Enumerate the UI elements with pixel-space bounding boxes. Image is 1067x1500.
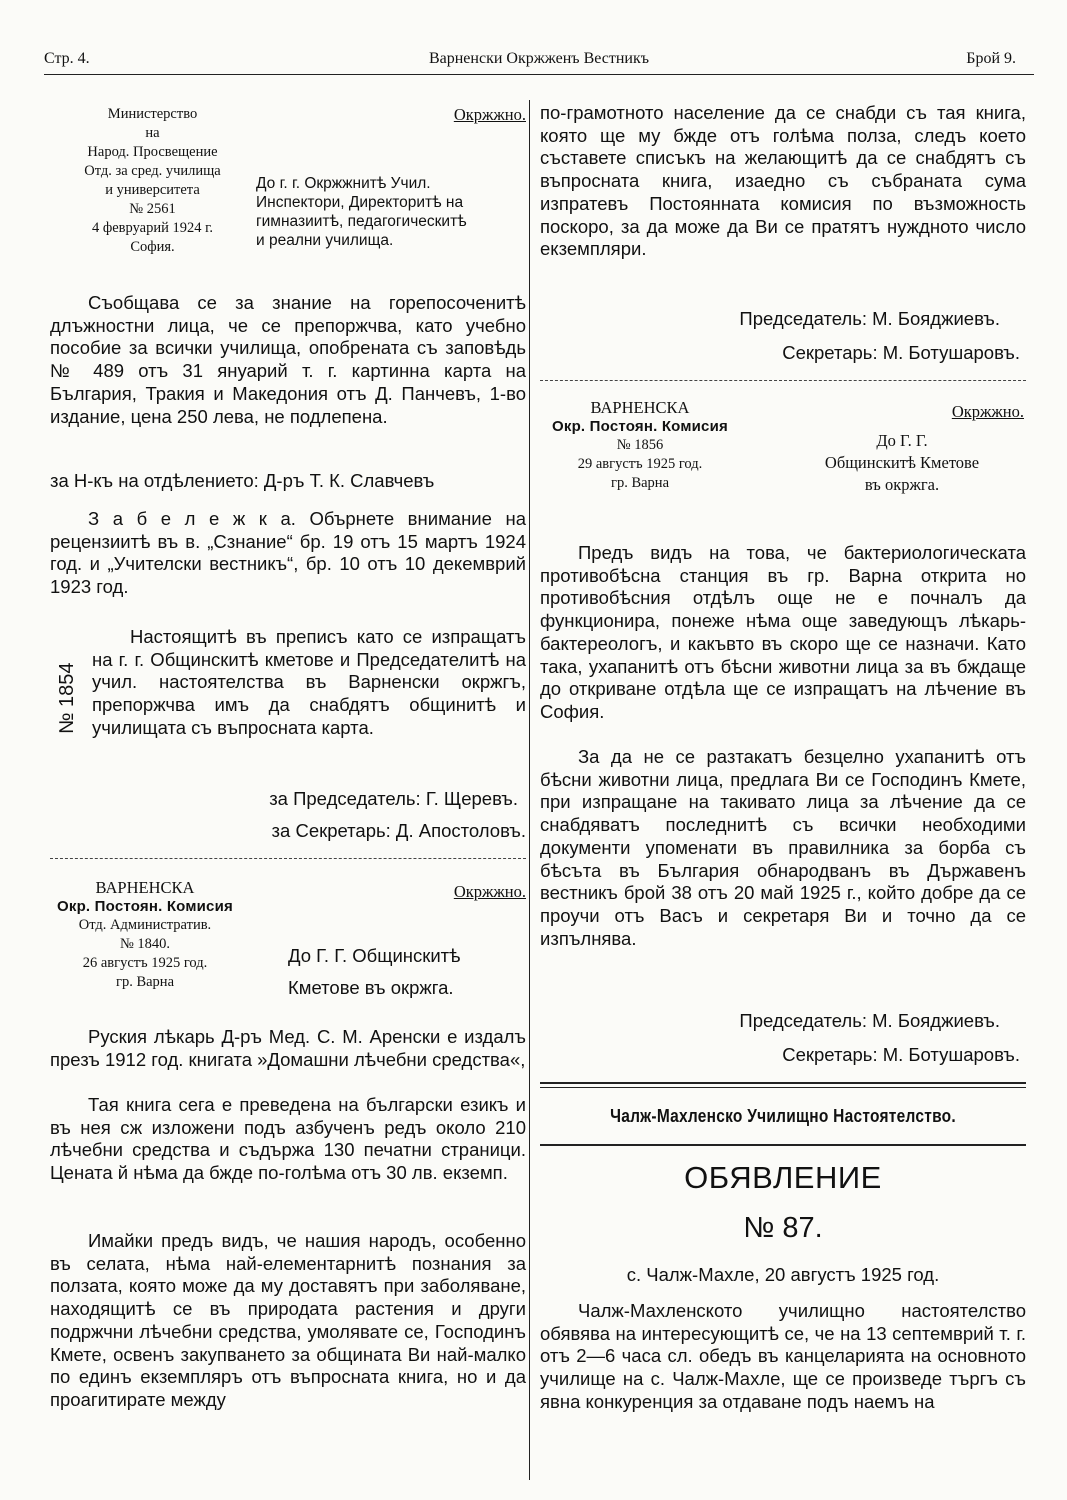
doc4-signature-secretary: Секретарь: М. Ботушаровъ. — [782, 1044, 1020, 1065]
recipient-line: До Г. Г. Общинскитѣ — [288, 945, 461, 966]
left-column — [50, 102, 526, 1492]
sender-line: Окр. Постоян. Комисия — [552, 418, 728, 435]
sender-line: на — [145, 125, 160, 141]
doc1-type: Окржжно. — [453, 105, 526, 124]
doc4-paragraph-2: За да не се разтакатъ безцелно ухапанитѣ отъ бѣсни животни лица, предлага Ви се Господинъ Кмете, при изпращане на такивато лица за лѣчение да се снабдяватъ последнитѣ съ всички необходими документи упоменати въ правилника за борба съ бѣсъта въ България обнародванъ въ Държавенъ вестникъ брой 38 отъ 20 май 1925 г., който добре да се проучи отъ Васъ и секретаря Ви и точно да се изпълнява. — [540, 746, 1026, 949]
doc2-body: Настоящитѣ въ преписъ като се изпращатъ на г. г. Общинскитѣ кметове и Председателитѣ на учил. настоятелства въ Варненски окржгъ, препоржчва имъ да снабдятъ общинитѣ и училищата съ въпросната карта. — [92, 626, 526, 738]
doc4-type: Окржжно. — [951, 402, 1024, 421]
doc4-heading — [540, 394, 1026, 534]
announcement-heading: Чалж-Махленско Училищно Настоятелство. — [610, 1106, 956, 1126]
recipient-line: Кметове въ окржга. — [288, 977, 454, 998]
sender-line: № 1856 — [616, 437, 664, 453]
announcement-body: Чалж-Махленското училищно настоятелство обявява на интересующитѣ се, че на 13 септемврий т. г. отъ 2—6 часа сл. обедъ въ канцеларията на основното училище на с. Чалж-Махле, ще се произведе търгъ съ явна конкуренция за отдаване подъ наемъ на — [540, 1300, 1026, 1412]
doc3-paragraph-2: Тая книга сега е преведена на български езикъ и въ нея сж изложени подъ азбученъ редъ около 210 лѣчебни средства и съдържа 130 печатни страници. Цената й нѣма да бжде по-голѣма отъ 30 лв. екземп. — [50, 1094, 526, 1184]
announcement-rule-top-thin — [540, 1087, 1026, 1088]
newspaper-title: Варненски Окржженъ Вестникъ — [428, 50, 650, 67]
doc1-body: Съобщава се за знание на горепосоченитѣ длъжностни лица, че се препоржчва, като учебно пособие за всички училища, опобрената съ заповѣдь № 489 отъ 31 януарий т. г. картинна карта на България, Тракия и Македония отъ Д. Панчевъ, 1-во издание, цена 250 лева, не подлепена. — [50, 292, 526, 427]
sender-line: гр. Варна — [611, 475, 669, 491]
issue-number: Брой 9. — [966, 50, 1016, 67]
sender-line: ВАРНЕНСКА — [590, 398, 690, 417]
sender-line: София. — [130, 239, 175, 255]
doc1-recipient — [256, 174, 467, 250]
recipient-line: въ окржга. — [864, 475, 940, 494]
doc1-heading — [50, 102, 526, 282]
doc3-signature-secretary: Секретарь: М. Ботушаровъ. — [782, 342, 1020, 363]
doc1-signer: за Н-къ на отдѣлението: Д-ръ Т. К. Славчевъ — [50, 470, 435, 491]
sender-line: и университета — [105, 182, 200, 198]
announcement-number: № 87. — [743, 1212, 823, 1244]
right-column — [540, 102, 1026, 1492]
doc1-note: З а б е л е ж к а. Обърнете внимание на рецензиитѣ въ в. „Сзнание“ бр. 19 отъ 15 мартъ 1924 год. и „Учителски вестникъ“, бр. 10 отъ 10 декемврий 1923 год. — [50, 508, 526, 598]
sender-line: Окр. Постоян. Комисия — [57, 898, 233, 915]
section-separator — [50, 858, 526, 859]
recipient-line: До Г. Г. — [876, 431, 928, 450]
sender-line: гр. Варна — [116, 974, 174, 990]
sender-line: ВАРНЕНСКА — [95, 878, 195, 897]
header-rule — [44, 74, 1034, 75]
sender-line: Отд. Административ. — [78, 917, 212, 933]
doc2-signature-secretary: за Секретарь: Д. Апостоловъ. — [271, 820, 526, 841]
doc4-paragraph-1: Предъ видъ на това, че бактериологическата противобѣсна станция въ гр. Варна открита но противобѣсния отдѣлъ още не е почналъ да функционира, понеже нѣма още заведующъ лѣкарь-бактереологъ, и какъвто въ скоро ще се назначи. Като така, ухапанитѣ отъ бѣсни животни лица за въ бждаще до откриване отдѣла ще се изпращатъ на лѣчение въ София. — [540, 542, 1026, 722]
doc3-recipient — [288, 940, 461, 1004]
sender-line: Отд. за сред. училища — [84, 163, 221, 179]
sender-line: Министерство — [107, 106, 198, 122]
doc4-recipient — [792, 430, 1012, 496]
doc3-continuation: по-грамотното население да се снабди съ тая книга, която ще му бжде отъ голѣма полза, следъ което съставете списъкъ на желающитѣ да се снабдятъ съ въпросната книга, изаедно съ събраната сума изпратевъ Постоянната комисия по възможность поскоро, за да може да Ви се пратятъ нуждното число екземпляри. — [540, 102, 1026, 260]
sender-line: № 1840. — [119, 936, 171, 952]
doc3-type: Окржжно. — [453, 882, 526, 901]
doc3-heading — [50, 872, 526, 1022]
announcement-title: ОБЯВЛЕНИЕ — [684, 1160, 882, 1195]
column-divider — [529, 100, 530, 1480]
recipient-line: Общинскитѣ Кметове — [824, 453, 980, 472]
sender-line: 26 августъ 1925 год. — [82, 955, 208, 971]
doc3-sender — [50, 878, 240, 992]
announcement-place-date: с. Чалж-Махле, 20 августъ 1925 год. — [626, 1264, 940, 1285]
section-separator — [540, 380, 1026, 381]
doc2-signature-chair: за Председатель: Г. Щеревъ. — [269, 788, 518, 809]
sender-line: 29 августъ 1925 год. — [577, 456, 703, 472]
announcement-rule-top — [540, 1082, 1026, 1084]
recipient-line: Инспектори, Директоритѣ на — [256, 194, 464, 211]
sender-line: № 2561 — [129, 201, 176, 217]
doc3-paragraph-3: Имайки предъ видъ, че нашия народъ, особенно въ селата, нѣма най-елементарнитѣ познания за ползата, която може да му доставятъ при заболяване, находящитѣ се въ природата растения и други подржчни лѣчебни средства, умолявате се, Господинъ Кмете, освенъ закупването за общината Ви най-малко по единъ екземпляръ отъ въпросната книга, но и да проагитирате между — [50, 1230, 526, 1410]
page-header — [44, 50, 1034, 72]
recipient-line: гимназиитѣ, педагогическитѣ — [256, 213, 467, 230]
recipient-line: и реални училища. — [256, 232, 394, 249]
doc4-sender — [540, 398, 740, 493]
doc4-signature-chair: Председатель: М. Бояджиевъ. — [739, 1010, 1000, 1031]
doc3-signature-chair: Председатель: М. Бояджиевъ. — [739, 308, 1000, 329]
sender-line: Народ. Просвещение — [87, 144, 218, 160]
sender-line: 4 февруарий 1924 г. — [91, 220, 214, 236]
doc3-paragraph-1: Руския лѣкарь Д-ръ Мед. С. М. Аренски е издалъ презъ 1912 год. книгата »Домашни лѣчебни средства«, — [50, 1026, 526, 1070]
doc2-number: № 1854 — [56, 662, 78, 734]
recipient-line: До г. г. Окржжнитѣ Учил. — [256, 175, 431, 192]
announcement-rule-bottom — [540, 1144, 1026, 1146]
doc1-sender — [50, 105, 255, 257]
page-number: Стр. 4. — [44, 50, 90, 67]
